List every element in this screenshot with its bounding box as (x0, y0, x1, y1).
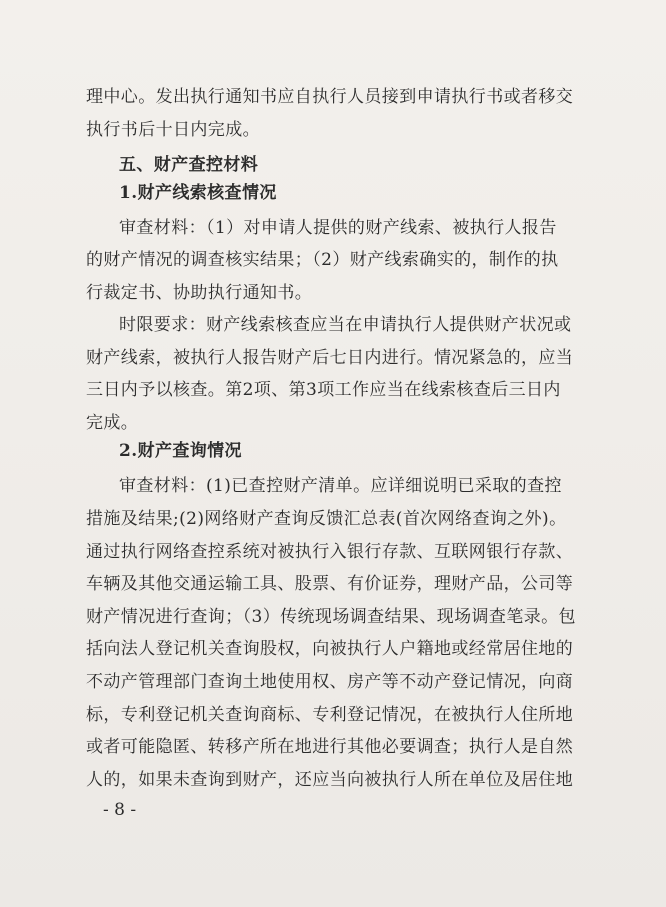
section-heading: 五、财产查控材料 (119, 155, 259, 175)
body-text-line: 理中心。发出执行通知书应自执行人员接到申请执行书或者移交 (86, 87, 574, 107)
body-text-line: 时限要求：财产线索核查应当在申请执行人提供财产状况或 (119, 315, 572, 335)
body-text-line: 三日内予以核查。第2项、第3项工作应当在线索核查后三日内 (86, 380, 561, 400)
subsection-heading: 2.财产查询情况 (119, 441, 242, 461)
body-text-line: 或者可能隐匿、转移产所在地进行其他必要调查；执行人是自然 (86, 737, 574, 757)
body-text-line: 不动产管理部门查询土地使用权、房产等不动产登记情况，向商 (86, 672, 574, 692)
body-text-line: 审查材料：（1）对申请人提供的财产线索、被执行人报告 (119, 218, 557, 238)
body-text-line: 括向法人登记机关查询股权，向被执行人户籍地或经常居住地的 (86, 639, 574, 659)
body-text-line: 的财产情况的调查核实结果；（2）财产线索确实的，制作的执 (86, 250, 559, 270)
body-text-line: 完成。 (86, 413, 139, 433)
body-text-line: 标，专利登记机关查询商标、专利登记情况，在被执行人住所地 (86, 705, 574, 725)
body-text-line: 通过执行网络查控系统对被执行入银行存款、互联网银行存款、 (86, 542, 574, 562)
page-number: - 8 - (103, 800, 137, 820)
body-text-line: 财产线索，被执行人报告财产后七日内进行。情况紧急的，应当 (86, 348, 574, 368)
body-text-line: 财产情况进行查询；（3）传统现场调查结果、现场调查笔录。包 (86, 607, 576, 627)
body-text-line: 措施及结果;(2)网络财产查询反馈汇总表(首次网络查询之外)。 (86, 509, 567, 529)
body-text-line: 执行书后十日内完成。 (86, 120, 260, 140)
body-text-line: 人的，如果未查询到财产，还应当向被执行人所在单位及居住地 (86, 770, 574, 790)
body-text-line: 行裁定书、协助执行通知书。 (86, 283, 313, 303)
body-text-line: 审查材料：(1)已查控财产清单。应详细说明已采取的查控 (119, 476, 562, 496)
body-text-line: 车辆及其他交通运输工具、股票、有价证券，理财产品，公司等 (86, 574, 574, 594)
subsection-heading: 1.财产线索核查情况 (119, 183, 277, 203)
